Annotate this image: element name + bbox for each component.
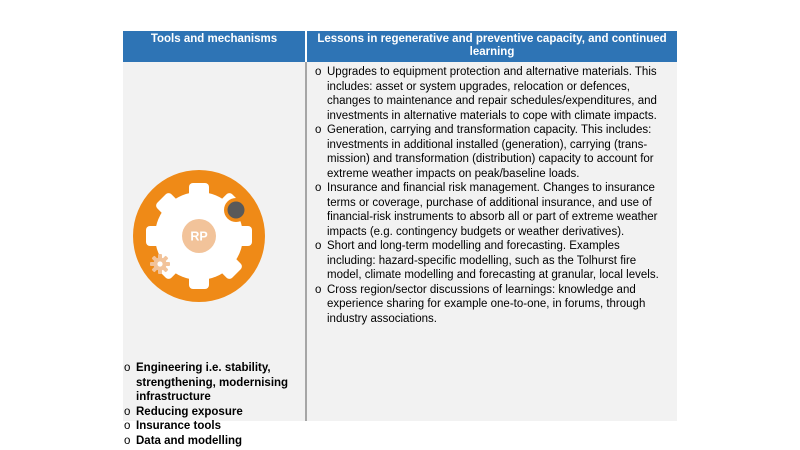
tool-item: o Engineering i.e. stability, strengthening, modernising infrastructure [124,362,289,403]
bullet: o [315,283,322,296]
bullet: o [124,362,131,374]
lessons-table [123,31,677,447]
header-lessons: Lessons in regenerative and preventive capacity, and continued learning [307,31,677,62]
tools-column [123,62,305,447]
bullet: o [315,182,322,194]
bullet: o [124,420,131,432]
tools-list [124,361,302,448]
lesson-item: o Insurance and financial risk management. Changes to insurance terms or coverage, purchase of additional insurance, and use of financial-risk instruments to absorb all or part of extreme weather impacts (e.g. contingency budgets or weather derivatives). [315,182,658,238]
bullet: o [315,124,322,136]
lesson-item: o Cross region/sector discussions of learnings: knowledge and experience sharing for example one-to-one, in forums, through industry associations. [315,283,646,325]
lessons-list [307,62,677,326]
bullet: o [315,240,322,252]
rp-badge-text: RP [190,229,208,244]
tool-item: o Reducing exposure [124,405,243,418]
lesson-item: o Generation, carrying and transformation capacity. This includes: investments in additional installed (generation), carrying (trans-mission) and transformation (distribution) capacity to account for extreme weather impacts on peak/baseline loads. [315,124,654,180]
dark-dot-icon [228,202,245,219]
rp-gear-logo-icon [133,170,265,302]
bullet: o [124,405,131,418]
lesson-item: o Short and long-term modelling and forecasting. Examples including: hazard-specific modelling, such as the Tolhurst fire model, climate modelling and forecasting at granular, local levels. [315,240,659,281]
lesson-item: o Upgrades to equipment protection and alternative materials. This includes: asset or system upgrades, relocation or defences, changes to maintenance and repair schedules/expenditures, and investments in alternative materials to cope with climate impacts. [315,66,657,122]
lessons-column [307,62,677,421]
tool-item: o Data and modelling [124,434,243,447]
bullet: o [124,434,131,447]
bullet: o [315,66,322,78]
header-tools: Tools and mechanisms [123,31,305,62]
tool-item: o Insurance tools [124,420,221,432]
